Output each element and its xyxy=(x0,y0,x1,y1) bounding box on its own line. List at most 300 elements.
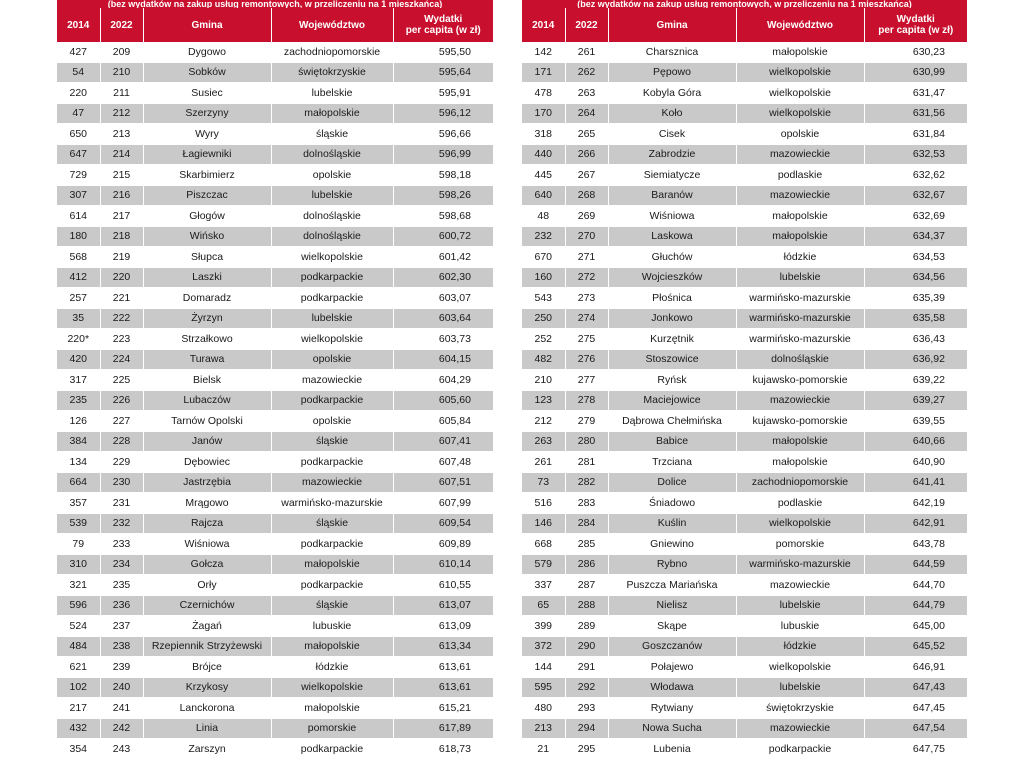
rank-2014-cell: 664 xyxy=(57,472,100,493)
table-row xyxy=(57,83,493,104)
wydatki-cell: 642,19 xyxy=(864,493,967,514)
wojewodztwo-cell: mazowieckie xyxy=(271,472,393,493)
table-row xyxy=(522,657,967,678)
rank-2022-cell: 261 xyxy=(565,42,608,62)
wydatki-cell: 603,73 xyxy=(393,329,493,350)
wydatki-cell: 646,91 xyxy=(864,657,967,678)
rank-2014-cell: 170 xyxy=(522,103,565,124)
gmina-cell: Cisek xyxy=(608,124,736,145)
gmina-cell: Rzepiennik Strzyżewski xyxy=(143,636,271,657)
rank-2022-cell: 209 xyxy=(100,42,143,62)
rank-2022-cell: 271 xyxy=(565,247,608,268)
gmina-cell: Piszczac xyxy=(143,185,271,206)
wydatki-cell: 632,53 xyxy=(864,144,967,165)
wydatki-cell: 613,34 xyxy=(393,636,493,657)
table-row xyxy=(57,144,493,165)
table-row xyxy=(522,390,967,411)
table-row xyxy=(57,308,493,329)
rank-2014-cell: 539 xyxy=(57,513,100,534)
gmina-cell: Tarnów Opolski xyxy=(143,411,271,432)
wydatki-cell: 630,99 xyxy=(864,62,967,83)
table-caption: (bez wydatków na zakup usług remontowych, w przeliczeniu na 1 mieszkańca) xyxy=(522,0,967,8)
rank-2022-cell: 283 xyxy=(565,493,608,514)
gmina-cell: Lubaczów xyxy=(143,390,271,411)
gmina-cell: Janów xyxy=(143,431,271,452)
wydatki-cell: 605,84 xyxy=(393,411,493,432)
table-row xyxy=(522,288,967,309)
rank-2014-cell: 412 xyxy=(57,267,100,288)
gmina-cell: Siemiatycze xyxy=(608,165,736,186)
table-row xyxy=(522,247,967,268)
rank-2014-cell: 180 xyxy=(57,226,100,247)
table-row xyxy=(57,329,493,350)
gmina-cell: Maciejowice xyxy=(608,390,736,411)
rank-2014-cell: 337 xyxy=(522,575,565,596)
wydatki-cell: 598,68 xyxy=(393,206,493,227)
wojewodztwo-cell: wielkopolskie xyxy=(271,247,393,268)
header-row xyxy=(522,8,967,42)
rank-2014-cell: 257 xyxy=(57,288,100,309)
ranking-table xyxy=(522,8,967,760)
wojewodztwo-cell: małopolskie xyxy=(736,42,864,62)
table-row xyxy=(57,636,493,657)
rank-2014-cell: 160 xyxy=(522,267,565,288)
wydatki-cell: 598,18 xyxy=(393,165,493,186)
rank-2022-cell: 229 xyxy=(100,452,143,473)
gmina-cell: Ryńsk xyxy=(608,370,736,391)
rank-2014-cell: 420 xyxy=(57,349,100,370)
wydatki-cell: 647,43 xyxy=(864,677,967,698)
table-row xyxy=(522,554,967,575)
wojewodztwo-cell: łódzkie xyxy=(736,247,864,268)
wydatki-cell: 604,29 xyxy=(393,370,493,391)
rank-2022-cell: 277 xyxy=(565,370,608,391)
gmina-cell: Płośnica xyxy=(608,288,736,309)
gmina-cell: Jastrzębia xyxy=(143,472,271,493)
wojewodztwo-cell: zachodniopomorskie xyxy=(736,472,864,493)
rank-2014-cell: 321 xyxy=(57,575,100,596)
rank-2022-cell: 265 xyxy=(565,124,608,145)
rank-2022-cell: 281 xyxy=(565,452,608,473)
wydatki-cell: 603,07 xyxy=(393,288,493,309)
rank-2014-cell: 220* xyxy=(57,329,100,350)
table-row xyxy=(57,718,493,739)
wydatki-cell: 639,27 xyxy=(864,390,967,411)
rank-2022-cell: 212 xyxy=(100,103,143,124)
rank-2022-cell: 267 xyxy=(565,165,608,186)
table-row xyxy=(522,62,967,83)
wydatki-cell: 607,99 xyxy=(393,493,493,514)
header-wydatki-line1: Wydatki xyxy=(424,14,463,25)
gmina-cell: Rajcza xyxy=(143,513,271,534)
wydatki-cell: 605,60 xyxy=(393,390,493,411)
wydatki-cell: 607,51 xyxy=(393,472,493,493)
gmina-cell: Baranów xyxy=(608,185,736,206)
table-row xyxy=(57,103,493,124)
gmina-cell: Dolice xyxy=(608,472,736,493)
rank-2014-cell: 47 xyxy=(57,103,100,124)
wydatki-cell: 618,73 xyxy=(393,739,493,760)
gmina-cell: Dębowiec xyxy=(143,452,271,473)
wojewodztwo-cell: opolskie xyxy=(736,124,864,145)
wojewodztwo-cell: lubelskie xyxy=(271,185,393,206)
header-2014: 2014 xyxy=(57,8,100,42)
wojewodztwo-cell: małopolskie xyxy=(736,226,864,247)
rank-2014-cell: 432 xyxy=(57,718,100,739)
rank-2014-cell: 217 xyxy=(57,698,100,719)
table-row xyxy=(57,595,493,616)
gmina-cell: Nielisz xyxy=(608,595,736,616)
wojewodztwo-cell: podkarpackie xyxy=(271,390,393,411)
rank-2022-cell: 275 xyxy=(565,329,608,350)
rank-2022-cell: 276 xyxy=(565,349,608,370)
rank-2022-cell: 295 xyxy=(565,739,608,760)
wojewodztwo-cell: warmińsko-mazurskie xyxy=(271,493,393,514)
rank-2022-cell: 226 xyxy=(100,390,143,411)
table-row xyxy=(522,267,967,288)
wojewodztwo-cell: podkarpackie xyxy=(736,739,864,760)
table-row xyxy=(57,411,493,432)
wojewodztwo-cell: świętokrzyskie xyxy=(271,62,393,83)
wydatki-cell: 647,45 xyxy=(864,698,967,719)
wojewodztwo-cell: śląskie xyxy=(271,124,393,145)
table-row xyxy=(57,124,493,145)
table-row xyxy=(57,554,493,575)
rank-2014-cell: 445 xyxy=(522,165,565,186)
rank-2022-cell: 223 xyxy=(100,329,143,350)
gmina-cell: Brójce xyxy=(143,657,271,678)
rank-2014-cell: 54 xyxy=(57,62,100,83)
ranking-table xyxy=(57,8,493,760)
wojewodztwo-cell: małopolskie xyxy=(271,554,393,575)
wydatki-cell: 647,75 xyxy=(864,739,967,760)
rank-2022-cell: 285 xyxy=(565,534,608,555)
wydatki-cell: 639,22 xyxy=(864,370,967,391)
wydatki-cell: 600,72 xyxy=(393,226,493,247)
wojewodztwo-cell: warmińsko-mazurskie xyxy=(736,329,864,350)
gmina-cell: Zabrodzie xyxy=(608,144,736,165)
wydatki-cell: 607,48 xyxy=(393,452,493,473)
rank-2022-cell: 232 xyxy=(100,513,143,534)
header-wydatki xyxy=(393,8,493,42)
table-row xyxy=(57,226,493,247)
rank-2022-cell: 292 xyxy=(565,677,608,698)
rank-2022-cell: 224 xyxy=(100,349,143,370)
table-row xyxy=(57,349,493,370)
wydatki-cell: 643,78 xyxy=(864,534,967,555)
table-row xyxy=(57,452,493,473)
rank-2014-cell: 372 xyxy=(522,636,565,657)
table-row xyxy=(57,657,493,678)
wojewodztwo-cell: mazowieckie xyxy=(271,370,393,391)
wydatki-cell: 635,58 xyxy=(864,308,967,329)
rank-2022-cell: 268 xyxy=(565,185,608,206)
wojewodztwo-cell: lubelskie xyxy=(271,83,393,104)
wydatki-cell: 645,52 xyxy=(864,636,967,657)
table-row xyxy=(522,431,967,452)
header-wojewodztwo: Województwo xyxy=(271,8,393,42)
rank-2022-cell: 228 xyxy=(100,431,143,452)
wojewodztwo-cell: śląskie xyxy=(271,513,393,534)
rank-2014-cell: 48 xyxy=(522,206,565,227)
wojewodztwo-cell: lubuskie xyxy=(271,616,393,637)
table-row xyxy=(522,513,967,534)
table-row xyxy=(522,103,967,124)
header-2022: 2022 xyxy=(100,8,143,42)
rank-2014-cell: 543 xyxy=(522,288,565,309)
rank-2022-cell: 290 xyxy=(565,636,608,657)
wydatki-cell: 604,15 xyxy=(393,349,493,370)
wydatki-cell: 647,54 xyxy=(864,718,967,739)
wydatki-cell: 615,21 xyxy=(393,698,493,719)
left-ranking-table xyxy=(57,0,493,760)
wojewodztwo-cell: dolnośląskie xyxy=(736,349,864,370)
rank-2022-cell: 289 xyxy=(565,616,608,637)
rank-2022-cell: 219 xyxy=(100,247,143,268)
gmina-cell: Krzykosy xyxy=(143,677,271,698)
rank-2014-cell: 650 xyxy=(57,124,100,145)
wydatki-cell: 634,53 xyxy=(864,247,967,268)
wojewodztwo-cell: mazowieckie xyxy=(736,390,864,411)
table-row xyxy=(522,349,967,370)
rank-2022-cell: 236 xyxy=(100,595,143,616)
table-row xyxy=(57,534,493,555)
rank-2014-cell: 318 xyxy=(522,124,565,145)
rank-2022-cell: 280 xyxy=(565,431,608,452)
header-row xyxy=(57,8,493,42)
rank-2022-cell: 225 xyxy=(100,370,143,391)
wojewodztwo-cell: dolnośląskie xyxy=(271,206,393,227)
rank-2014-cell: 384 xyxy=(57,431,100,452)
rank-2014-cell: 516 xyxy=(522,493,565,514)
table-row xyxy=(522,698,967,719)
rank-2022-cell: 294 xyxy=(565,718,608,739)
rank-2022-cell: 284 xyxy=(565,513,608,534)
rank-2022-cell: 217 xyxy=(100,206,143,227)
table-row xyxy=(57,493,493,514)
gmina-cell: Susiec xyxy=(143,83,271,104)
rank-2022-cell: 242 xyxy=(100,718,143,739)
rank-2022-cell: 274 xyxy=(565,308,608,329)
gmina-cell: Charsznica xyxy=(608,42,736,62)
wydatki-cell: 596,66 xyxy=(393,124,493,145)
rank-2022-cell: 213 xyxy=(100,124,143,145)
wojewodztwo-cell: podkarpackie xyxy=(271,534,393,555)
gmina-cell: Stoszowice xyxy=(608,349,736,370)
gmina-cell: Skarbimierz xyxy=(143,165,271,186)
rank-2014-cell: 307 xyxy=(57,185,100,206)
wojewodztwo-cell: podlaskie xyxy=(736,165,864,186)
header-2022: 2022 xyxy=(565,8,608,42)
gmina-cell: Wiśniowa xyxy=(608,206,736,227)
wojewodztwo-cell: łódzkie xyxy=(271,657,393,678)
gmina-cell: Kurzętnik xyxy=(608,329,736,350)
wydatki-cell: 632,69 xyxy=(864,206,967,227)
wydatki-cell: 631,47 xyxy=(864,83,967,104)
rank-2022-cell: 269 xyxy=(565,206,608,227)
wojewodztwo-cell: pomorskie xyxy=(736,534,864,555)
wojewodztwo-cell: małopolskie xyxy=(736,431,864,452)
rank-2022-cell: 210 xyxy=(100,62,143,83)
wydatki-cell: 609,89 xyxy=(393,534,493,555)
gmina-cell: Głogów xyxy=(143,206,271,227)
rank-2014-cell: 263 xyxy=(522,431,565,452)
rank-2014-cell: 21 xyxy=(522,739,565,760)
rank-2022-cell: 221 xyxy=(100,288,143,309)
wydatki-cell: 642,91 xyxy=(864,513,967,534)
table-row xyxy=(57,206,493,227)
rank-2014-cell: 213 xyxy=(522,718,565,739)
gmina-cell: Sobków xyxy=(143,62,271,83)
gmina-cell: Goszczanów xyxy=(608,636,736,657)
gmina-cell: Włodawa xyxy=(608,677,736,698)
rank-2014-cell: 317 xyxy=(57,370,100,391)
rank-2014-cell: 614 xyxy=(57,206,100,227)
table-row xyxy=(522,83,967,104)
wojewodztwo-cell: opolskie xyxy=(271,411,393,432)
rank-2014-cell: 210 xyxy=(522,370,565,391)
wojewodztwo-cell: małopolskie xyxy=(271,103,393,124)
rank-2014-cell: 621 xyxy=(57,657,100,678)
wojewodztwo-cell: wielkopolskie xyxy=(736,62,864,83)
header-wydatki-line2: per capita (w zł) xyxy=(878,25,954,36)
gmina-cell: Żagań xyxy=(143,616,271,637)
wojewodztwo-cell: pomorskie xyxy=(271,718,393,739)
table-row xyxy=(522,739,967,760)
wojewodztwo-cell: świętokrzyskie xyxy=(736,698,864,719)
wydatki-cell: 609,54 xyxy=(393,513,493,534)
wojewodztwo-cell: dolnośląskie xyxy=(271,226,393,247)
wojewodztwo-cell: wielkopolskie xyxy=(271,329,393,350)
gmina-cell: Wińsko xyxy=(143,226,271,247)
header-gmina: Gmina xyxy=(143,8,271,42)
rank-2022-cell: 237 xyxy=(100,616,143,637)
wydatki-cell: 645,00 xyxy=(864,616,967,637)
wojewodztwo-cell: kujawsko-pomorskie xyxy=(736,411,864,432)
rank-2022-cell: 278 xyxy=(565,390,608,411)
wojewodztwo-cell: śląskie xyxy=(271,595,393,616)
wojewodztwo-cell: lubelskie xyxy=(271,308,393,329)
wojewodztwo-cell: podkarpackie xyxy=(271,575,393,596)
rank-2022-cell: 214 xyxy=(100,144,143,165)
wojewodztwo-cell: podkarpackie xyxy=(271,267,393,288)
table-row xyxy=(522,595,967,616)
gmina-cell: Wojcieszków xyxy=(608,267,736,288)
table-row xyxy=(522,575,967,596)
gmina-cell: Puszcza Mariańska xyxy=(608,575,736,596)
gmina-cell: Linia xyxy=(143,718,271,739)
rank-2014-cell: 134 xyxy=(57,452,100,473)
gmina-cell: Dąbrowa Chełmińska xyxy=(608,411,736,432)
rank-2014-cell: 79 xyxy=(57,534,100,555)
header-wydatki-line2: per capita (w zł) xyxy=(405,25,481,36)
rank-2014-cell: 354 xyxy=(57,739,100,760)
table-row xyxy=(57,390,493,411)
table-row xyxy=(522,124,967,145)
rank-2014-cell: 668 xyxy=(522,534,565,555)
wydatki-cell: 617,89 xyxy=(393,718,493,739)
rank-2014-cell: 579 xyxy=(522,554,565,575)
table-row xyxy=(57,247,493,268)
rank-2014-cell: 310 xyxy=(57,554,100,575)
wydatki-cell: 639,55 xyxy=(864,411,967,432)
wydatki-cell: 631,56 xyxy=(864,103,967,124)
rank-2022-cell: 293 xyxy=(565,698,608,719)
rank-2014-cell: 171 xyxy=(522,62,565,83)
table-row xyxy=(522,42,967,62)
rank-2014-cell: 480 xyxy=(522,698,565,719)
table-row xyxy=(57,513,493,534)
gmina-cell: Babice xyxy=(608,431,736,452)
table-row xyxy=(522,226,967,247)
gmina-cell: Strzałkowo xyxy=(143,329,271,350)
wydatki-cell: 610,14 xyxy=(393,554,493,575)
wydatki-cell: 613,61 xyxy=(393,677,493,698)
wojewodztwo-cell: śląskie xyxy=(271,431,393,452)
rank-2014-cell: 670 xyxy=(522,247,565,268)
rank-2022-cell: 262 xyxy=(565,62,608,83)
rank-2014-cell: 729 xyxy=(57,165,100,186)
gmina-cell: Turawa xyxy=(143,349,271,370)
wojewodztwo-cell: warmińsko-mazurskie xyxy=(736,288,864,309)
rank-2014-cell: 142 xyxy=(522,42,565,62)
table-row xyxy=(57,288,493,309)
rank-2022-cell: 291 xyxy=(565,657,608,678)
wydatki-cell: 595,50 xyxy=(393,42,493,62)
wydatki-cell: 635,39 xyxy=(864,288,967,309)
table-row xyxy=(522,493,967,514)
rank-2022-cell: 286 xyxy=(565,554,608,575)
wojewodztwo-cell: łódzkie xyxy=(736,636,864,657)
table-row xyxy=(522,329,967,350)
gmina-cell: Zarszyn xyxy=(143,739,271,760)
rank-2014-cell: 357 xyxy=(57,493,100,514)
wydatki-cell: 644,59 xyxy=(864,554,967,575)
table-row xyxy=(57,739,493,760)
table-row xyxy=(57,677,493,698)
table-row xyxy=(522,144,967,165)
wydatki-cell: 596,99 xyxy=(393,144,493,165)
table-row xyxy=(57,62,493,83)
table-row xyxy=(57,431,493,452)
wojewodztwo-cell: podkarpackie xyxy=(271,288,393,309)
wojewodztwo-cell: wielkopolskie xyxy=(736,103,864,124)
rank-2014-cell: 146 xyxy=(522,513,565,534)
table-row xyxy=(57,698,493,719)
rank-2014-cell: 399 xyxy=(522,616,565,637)
table-row xyxy=(57,472,493,493)
rank-2014-cell: 212 xyxy=(522,411,565,432)
wydatki-cell: 644,70 xyxy=(864,575,967,596)
rank-2014-cell: 144 xyxy=(522,657,565,678)
wojewodztwo-cell: dolnośląskie xyxy=(271,144,393,165)
wydatki-cell: 603,64 xyxy=(393,308,493,329)
wydatki-cell: 607,41 xyxy=(393,431,493,452)
header-2014: 2014 xyxy=(522,8,565,42)
rank-2014-cell: 484 xyxy=(57,636,100,657)
wojewodztwo-cell: mazowieckie xyxy=(736,144,864,165)
wydatki-cell: 632,67 xyxy=(864,185,967,206)
rank-2014-cell: 252 xyxy=(522,329,565,350)
gmina-cell: Kobyla Góra xyxy=(608,83,736,104)
wojewodztwo-cell: lubelskie xyxy=(736,267,864,288)
rank-2022-cell: 215 xyxy=(100,165,143,186)
table-row xyxy=(57,267,493,288)
rank-2022-cell: 211 xyxy=(100,83,143,104)
gmina-cell: Żyrzyn xyxy=(143,308,271,329)
wydatki-cell: 595,64 xyxy=(393,62,493,83)
rank-2022-cell: 230 xyxy=(100,472,143,493)
